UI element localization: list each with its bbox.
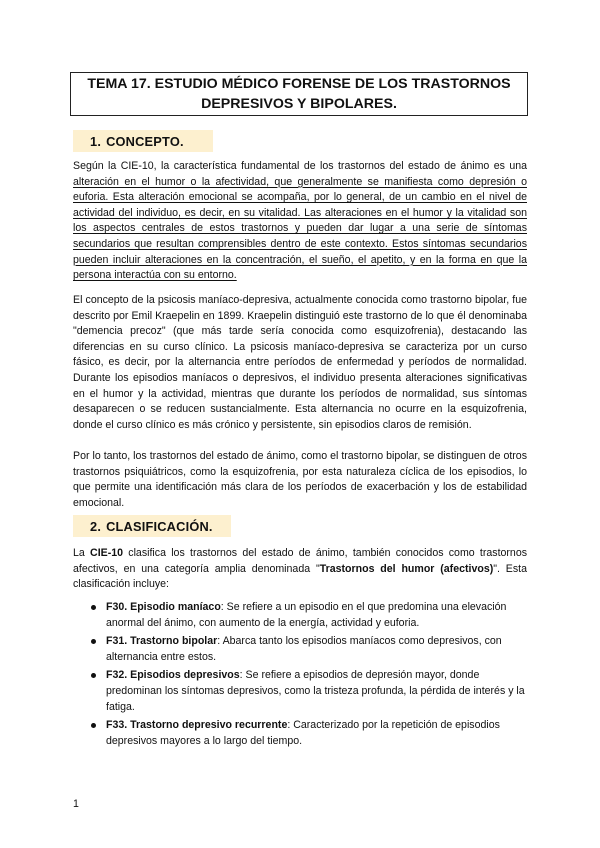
item-text: : Se refiere a un episodio en el que predomina una elevación anormal del ánimo, con aumento de la energía, actividad y euforia. bbox=[106, 601, 507, 629]
section-title: CONCEPTO. bbox=[106, 133, 184, 149]
section-heading-concepto bbox=[73, 130, 213, 152]
section-title: CLASIFICACIÓN. bbox=[106, 518, 213, 534]
intro-bold-cie: CIE-10 bbox=[90, 547, 124, 559]
item-text: : Abarca tanto los episodios maníacos como depresivos, con alternancia entre estos. bbox=[106, 635, 502, 663]
classification-list bbox=[73, 600, 527, 752]
item-code: F32. Episodios depresivos bbox=[106, 669, 240, 682]
item-code: F31. Trastorno bipolar bbox=[106, 635, 218, 648]
document-title bbox=[70, 72, 528, 116]
underlined-text: alteración en el humor o la afectividad, que generalmente se manifiesta como depresión o euforia. Esta alteración emocional se acompaña, por lo general, de un cambio en el nivel de actividad del individuo, es decir, en su vitalidad. Las alteraciones en el humor y la vitalidad son los aspectos centrales de estos trastornos y pueden dar lugar a una serie de síntomas secundarios que resultan comprensibles dentro de este contexto. Estos síntomas secundarios pueden incluir alteraciones en la concentración, el sueño, el apetito, y en la forma en que la persona interactúa con su entorno. bbox=[73, 175, 527, 282]
intro-text: La bbox=[73, 547, 91, 559]
paragraph-clasificacion-intro bbox=[73, 546, 527, 593]
paragraph-text: Según la CIE-10, la característica fundamental de los trastornos del estado de ánimo es una bbox=[73, 160, 527, 172]
page-number: 1 bbox=[73, 798, 79, 810]
section-number: 2. bbox=[90, 518, 102, 534]
intro-bold-category: Trastornos del humor (afectivos) bbox=[319, 562, 494, 575]
section-number: 1. bbox=[90, 133, 102, 149]
paragraph-concepto-2: El concepto de la psicosis maníaco-depresiva, actualmente conocida como trastorno bipolar, fue descrito por Emil Kraepelin en 1899. Kraepelin distinguió este trastorno de lo que él denominaba "demencia precoz" (que más tarde sería conocida como esquizofrenia), destacando las diferencias en su curso clínico. La psicosis maníaco-depresiva se caracteriza por un curso fásico, es decir, por la alternancia entre períodos de enfermedad y períodos de normalidad. Durante los episodios maníacos o depresivos, el individuo presenta alteraciones significativas en el humor y la actividad, mientras que durante los períodos de normalidad, sus síntomas desaparecen o se reducen sustancialmente. Esta alternancia no ocurre en la esquizofrenia, donde el curso clínico es más crónico y persistente, sin episodios claros de remisión. bbox=[73, 294, 527, 431]
item-code: F30. Episodio maníaco bbox=[106, 601, 221, 613]
paragraph-concepto-1 bbox=[73, 159, 527, 284]
paragraph-concepto-3: Por lo tanto, los trastornos del estado de ánimo, como el trastorno bipolar, se distinguen de otros trastornos psiquiátricos, como la esquizofrenia, por esta naturaleza cíclica de los episodios, lo que permite una identificación más clara de los períodos de exacerbación y los de estabilidad emocional. bbox=[73, 450, 527, 509]
list-item bbox=[73, 718, 527, 749]
item-code: F33. Trastorno depresivo recurrente bbox=[106, 719, 288, 732]
list-item bbox=[73, 600, 527, 631]
list-item bbox=[73, 668, 527, 715]
item-text: : Se refiere a episodios de depresión mayor, donde predominan los síntomas depresivos, como la tristeza profunda, la pérdida de interés y la fatiga. bbox=[106, 669, 525, 713]
section-heading-clasificacion bbox=[73, 515, 231, 537]
title-line-2: DEPRESIVOS Y BIPOLARES. bbox=[201, 96, 397, 112]
intro-text: ". Esta clasificación incluye: bbox=[73, 562, 527, 591]
list-item bbox=[73, 634, 527, 665]
title-line-1: TEMA 17. ESTUDIO MÉDICO FORENSE DE LOS TRASTORNOS bbox=[87, 76, 511, 92]
intro-text: clasifica los trastornos del estado de ánimo, también conocidos como trastornos afectivos, en una categoría amplia denominada " bbox=[73, 547, 528, 575]
item-text: : Caracterizado por la repetición de episodios depresivos mayores a lo largo del tiempo. bbox=[106, 719, 500, 747]
